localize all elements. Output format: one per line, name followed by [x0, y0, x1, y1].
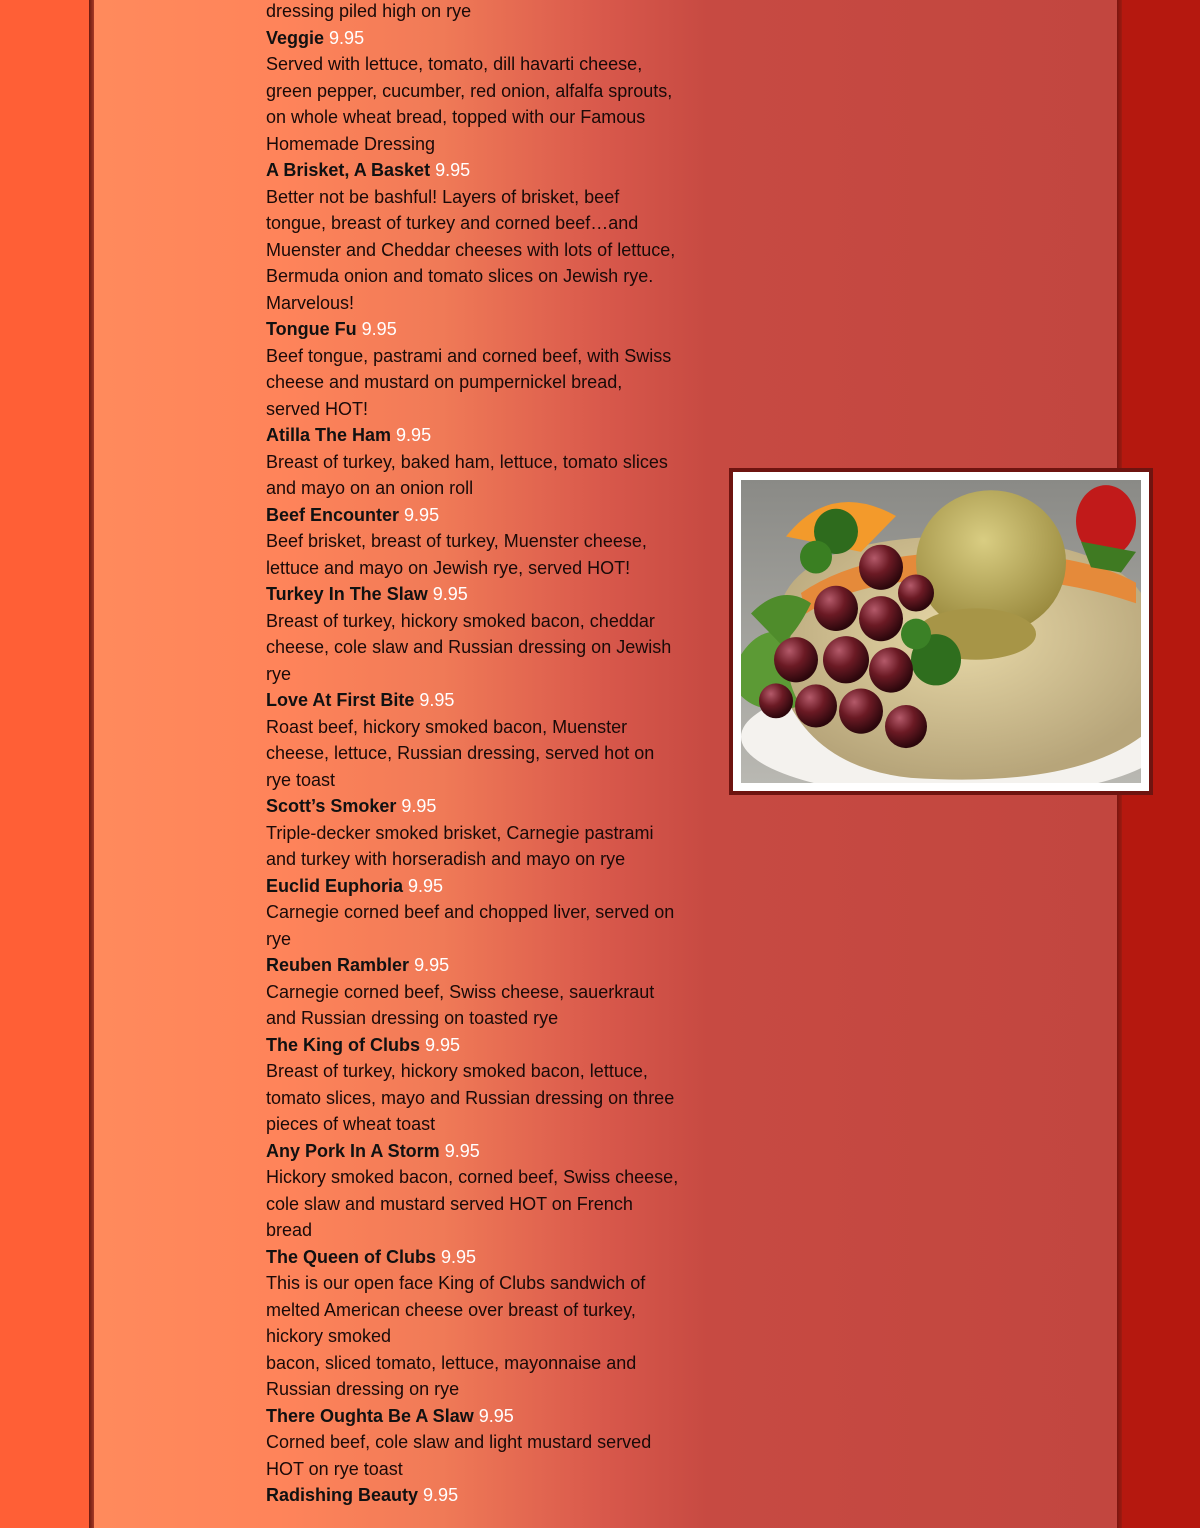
menu-item-description-line: HOT on rye toast: [266, 1458, 403, 1479]
menu-item-description-line: Breast of turkey, hickory smoked bacon, cheddar: [266, 610, 655, 631]
menu-item-description-line: Hickory smoked bacon, corned beef, Swiss cheese,: [266, 1167, 679, 1187]
menu-item-heading: [266, 157, 706, 184]
menu-item-description-line: Served with lettuce, tomato, dill havarti cheese,: [266, 54, 643, 74]
menu-item-name: Radishing Beauty: [266, 1485, 419, 1505]
menu-item-heading: [266, 1403, 706, 1430]
menu-item-name: Scott’s Smoker: [266, 796, 397, 816]
menu-item-description-line: Roast beef, hickory smoked bacon, Muenster: [266, 716, 628, 737]
food-photo-frame: [729, 468, 1153, 795]
menu-item-heading: [266, 316, 706, 343]
menu-item-name: Beef Encounter: [266, 504, 400, 525]
menu-item-price: 9.95: [414, 955, 450, 975]
menu-item-description-line: and turkey with horseradish and mayo on rye: [266, 849, 626, 869]
menu-item-price: 9.95: [408, 875, 444, 896]
menu-item-heading: [266, 1138, 706, 1165]
left-border-band: [0, 0, 89, 1528]
menu-item-name: Any Pork In A Storm: [266, 1140, 440, 1161]
menu-item-name: Tongue Fu: [266, 319, 357, 339]
sandwich-menu-list: [266, 0, 706, 1509]
menu-item-price: 9.95: [329, 27, 365, 48]
menu-item-name: Reuben Rambler: [266, 955, 410, 975]
menu-item-heading: [266, 1244, 706, 1271]
menu-item-price: 9.95: [361, 319, 397, 339]
menu-item-name: Love At First Bite: [266, 690, 415, 710]
menu-item-description-line: Homemade Dressing: [266, 133, 436, 154]
menu-item-heading: [266, 25, 706, 52]
food-photo: [741, 480, 1141, 783]
menu-item-name: Euclid Euphoria: [266, 875, 404, 896]
menu-item-price: 9.95: [432, 584, 468, 604]
menu-item-description-line: Better not be bashful! Layers of brisket, beef: [266, 186, 620, 207]
menu-item-price: 9.95: [401, 796, 437, 816]
menu-item-name: There Oughta Be A Slaw: [266, 1405, 474, 1426]
menu-item-description-line: Beef tongue, pastrami and corned beef, with Swiss: [266, 345, 672, 366]
menu-item-description-line: Bermuda onion and tomato slices on Jewish rye.: [266, 266, 654, 286]
menu-item-heading: [266, 422, 706, 449]
menu-item-description-line: Breast of turkey, baked ham, lettuce, tomato slices: [266, 451, 668, 472]
menu-item-description-line: lettuce and mayo on Jewish rye, served HOT!: [266, 557, 631, 578]
menu-item-description-line: Breast of turkey, hickory smoked bacon, lettuce,: [266, 1061, 648, 1081]
menu-item-description-line: pieces of wheat toast: [266, 1114, 436, 1134]
menu-item-description-line: and mayo on an onion roll: [266, 478, 474, 498]
menu-item-name: Atilla The Ham: [266, 425, 392, 445]
menu-item-name: The King of Clubs: [266, 1034, 420, 1055]
menu-item-description-line: Russian dressing on rye: [266, 1379, 460, 1399]
menu-item-name: Veggie: [266, 27, 325, 48]
menu-item-description-line: Carnegie corned beef and chopped liver, served on: [266, 902, 675, 922]
menu-item-description-line: melted American cheese over breast of turkey,: [266, 1299, 636, 1320]
menu-item-heading: [266, 687, 706, 714]
menu-item-price: 9.95: [396, 425, 432, 445]
menu-item-description-line: Carnegie corned beef, Swiss cheese, sauerkraut: [266, 981, 655, 1002]
menu-item-heading: [266, 1032, 706, 1059]
food-photo-mat: [733, 472, 1149, 791]
menu-item-heading: [266, 502, 706, 529]
menu-item-description-line: Muenster and Cheddar cheeses with lots of lettuce,: [266, 239, 676, 260]
menu-item-description-line: This is our open face King of Clubs sandwich of: [266, 1273, 646, 1293]
menu-item-price: 9.95: [478, 1405, 514, 1426]
menu-item-description-line: green pepper, cucumber, red onion, alfalfa sprouts,: [266, 80, 673, 101]
menu-item-description-line: rye: [266, 928, 292, 949]
menu-item-description-line: bacon, sliced tomato, lettuce, mayonnaise and: [266, 1352, 637, 1373]
menu-items: [266, 25, 706, 1509]
menu-item-heading: [266, 873, 706, 900]
menu-item-description-line: cheese, lettuce, Russian dressing, served hot on: [266, 743, 655, 763]
menu-item-description-line: rye toast: [266, 769, 336, 790]
menu-item-heading: [266, 793, 706, 820]
menu-item-description-line: and Russian dressing on toasted rye: [266, 1008, 559, 1028]
menu-item-price: 9.95: [423, 1485, 459, 1505]
menu-item-description-line: rye: [266, 663, 292, 684]
menu-item-description-line: Triple-decker smoked brisket, Carnegie pastrami: [266, 822, 654, 843]
menu-item-description-line: on whole wheat bread, topped with our Famous: [266, 107, 646, 127]
menu-item-price: 9.95: [435, 160, 471, 180]
menu-item-description-line: cole slaw and mustard served HOT on French: [266, 1193, 633, 1214]
menu-item-description-line: served HOT!: [266, 398, 369, 419]
menu-item-name: Turkey In The Slaw: [266, 584, 428, 604]
menu-item-description-line: cheese, cole slaw and Russian dressing on Jewish: [266, 637, 672, 657]
menu-item-name: A Brisket, A Basket: [266, 160, 431, 180]
menu-item-price: 9.95: [441, 1246, 477, 1267]
menu-item-price: 9.95: [404, 504, 440, 525]
menu-item-description-line: Corned beef, cole slaw and light mustard served: [266, 1432, 652, 1452]
menu-item-description-line: bread: [266, 1220, 313, 1240]
menu-item-heading: [266, 952, 706, 979]
menu-item-description-line: Beef brisket, breast of turkey, Muenster cheese,: [266, 531, 647, 551]
menu-item-description-line: tomato slices, mayo and Russian dressing on three: [266, 1087, 675, 1108]
menu-intro-continuation: dressing piled high on rye: [266, 1, 472, 21]
menu-item-heading: [266, 581, 706, 608]
menu-item-description-line: cheese and mustard on pumpernickel bread,: [266, 372, 623, 392]
menu-item-price: 9.95: [425, 1034, 461, 1055]
menu-item-description-line: Marvelous!: [266, 292, 355, 313]
menu-item-name: The Queen of Clubs: [266, 1246, 437, 1267]
menu-item-heading: [266, 1482, 706, 1509]
menu-item-price: 9.95: [444, 1140, 480, 1161]
menu-item-description-line: tongue, breast of turkey and corned beef…and: [266, 213, 639, 233]
menu-item-description-line: hickory smoked: [266, 1326, 392, 1346]
menu-item-price: 9.95: [419, 690, 455, 710]
